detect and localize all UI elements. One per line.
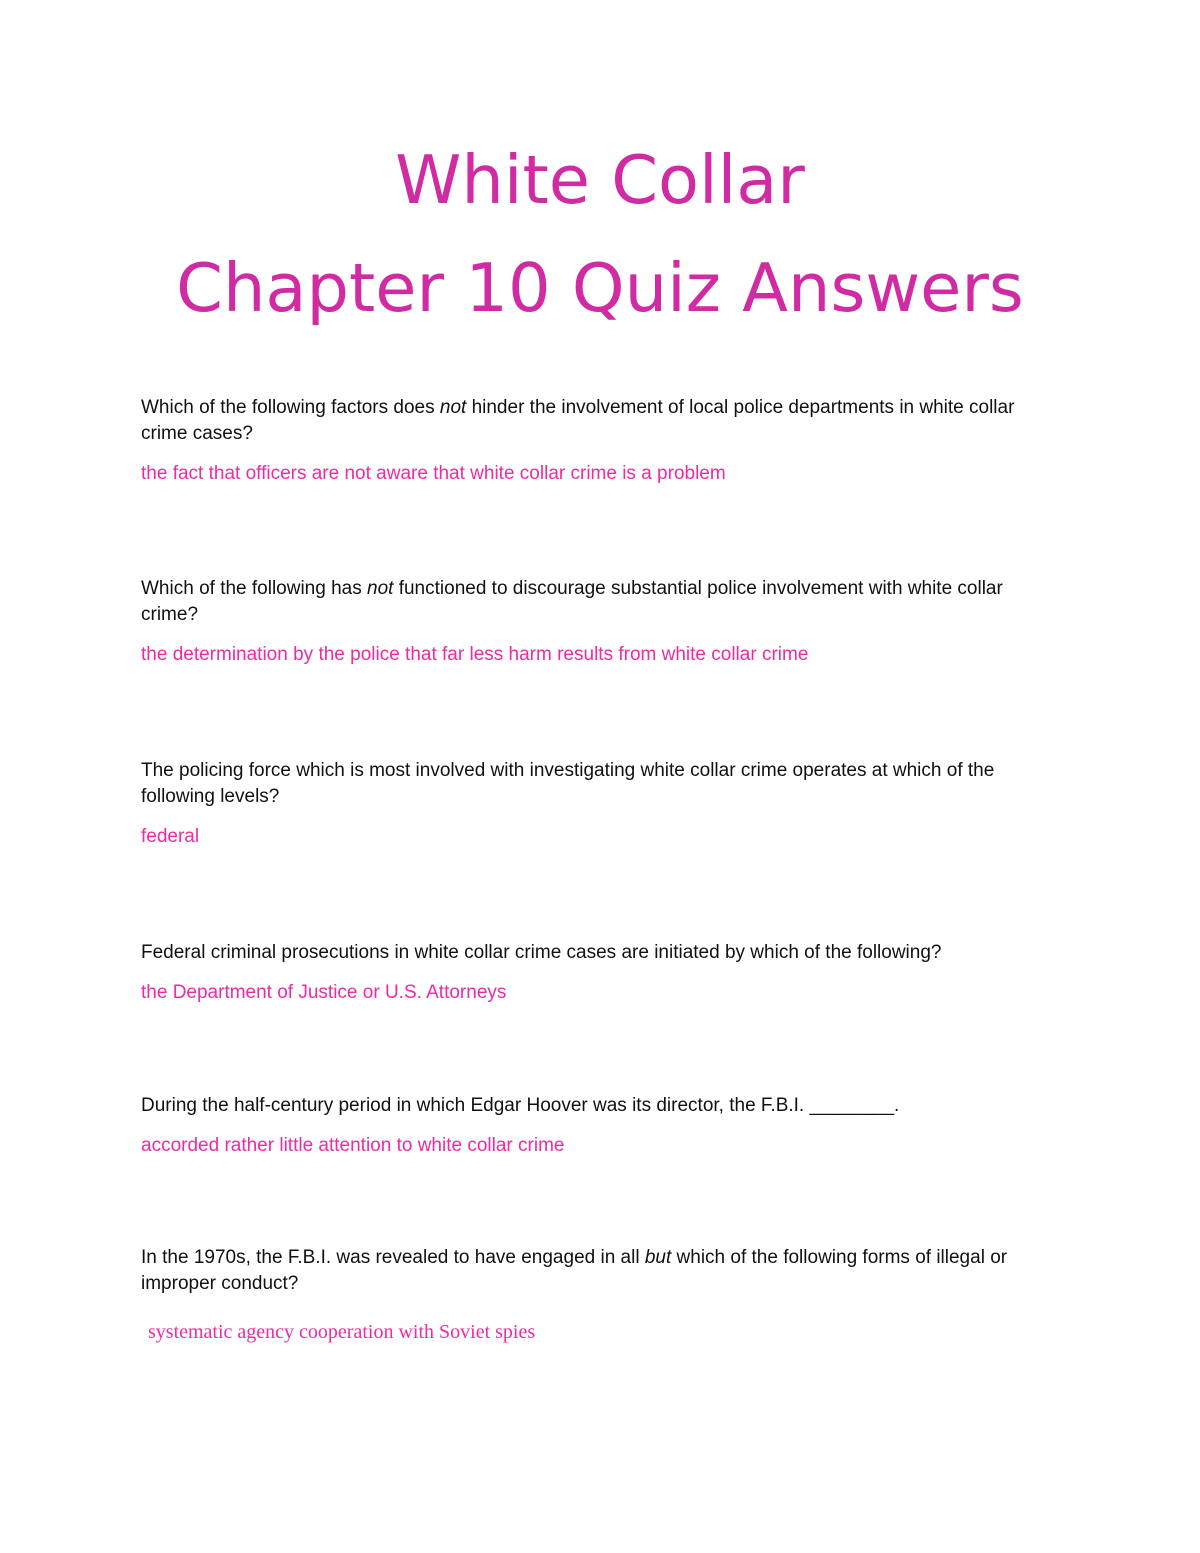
question-part: Federal criminal prosecutions in white collar crime cases are initiated by which of the following? — [141, 942, 942, 963]
question-part: In the 1970s, the F.B.I. was revealed to have engaged in all — [141, 1247, 645, 1268]
question-text — [141, 1093, 1061, 1119]
quiz-item — [141, 758, 1061, 850]
question-part: hinder the involvement of local police departments in white collar crime cases? — [141, 397, 1015, 444]
answer-text: federal — [141, 826, 200, 847]
question-text — [141, 758, 1061, 810]
answer-text: the determination by the police that far less harm results from white collar crime — [141, 644, 809, 665]
question-text — [141, 395, 1061, 447]
question-part: Which of the following has — [141, 578, 368, 599]
quiz-item — [141, 1093, 1061, 1159]
answer-text: systematic agency cooperation with Soviet spies — [148, 1321, 536, 1343]
quiz-item — [141, 1245, 1061, 1345]
question-part: which of the following forms of illegal or improper conduct? — [141, 1247, 1008, 1294]
answer-text: the fact that officers are not aware that white collar crime is a problem — [141, 463, 726, 484]
answer-text: accorded rather little attention to white collar crime — [141, 1135, 565, 1156]
quiz-item — [141, 395, 1061, 487]
question-part: During the half-century period in which Edgar Hoover was its director, the F.B.I. ________. — [141, 1095, 900, 1116]
question-emphasis: not — [367, 578, 394, 599]
question-part: functioned to discourage substantial police involvement with white collar crime? — [141, 578, 1003, 625]
question-part: The policing force which is most involved with investigating white collar crime operates at which of the following levels? — [141, 760, 995, 807]
question-emphasis: not — [439, 397, 467, 418]
title-line-1: White Collar — [395, 141, 805, 219]
title-line-2: Chapter 10 Quiz Answers — [176, 249, 1024, 327]
question-text — [141, 1245, 1061, 1297]
question-text — [141, 576, 1061, 628]
answer-text: the Department of Justice or U.S. Attorneys — [141, 982, 507, 1003]
question-text — [141, 940, 1061, 966]
quiz-item — [141, 940, 1061, 1006]
question-part: Which of the following factors does — [141, 397, 440, 418]
question-emphasis: but — [644, 1247, 672, 1268]
quiz-item — [141, 576, 1061, 668]
